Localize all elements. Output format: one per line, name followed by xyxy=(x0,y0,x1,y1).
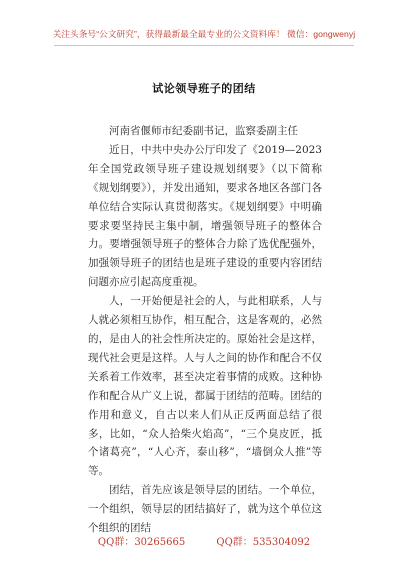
document-body xyxy=(88,122,322,538)
footer-qq-group-1: QQ群：30265665 xyxy=(97,537,186,548)
footer-qq-group-2: QQ群：535304092 xyxy=(216,537,311,548)
body-paragraph-1: 近日，中共中央办公厅印发了《2019—2023年全国党政领导班子建设规划纲要》（以下简称《规划纲要》），并发出通知，要求各地区各部门各单位结合实际认真贯彻落实。《规划纲要》中明确要求要坚持民主集中制，增强领导班子的整体合力。要增强领导班子的整体合力除了选优配强外，加强领导班子的团结也是班子建设的重要内容团结问题亦应引起高度重视。 xyxy=(88,143,322,289)
footer xyxy=(0,533,408,548)
header-divider xyxy=(54,45,354,46)
author-line: 河南省偃师市纪委副书记，监察委副主任 xyxy=(109,125,298,137)
header-promo-note: 关注头条号“公文研究”，获得最新最全最专业的公文资料库！ 微信：gongwenyj xyxy=(52,29,356,39)
document-title: 试论领导班子的团结 xyxy=(152,82,256,95)
body-paragraph-3: 团结，首先应该是领导层的团结。一个单位，一个组织，领导层的团结搞好了，就为这个单位这个组织的团结 xyxy=(88,484,322,535)
body-paragraph-2: 人，一开始便是社会的人，与此相联系，人与人就必须相互协作，相互配合，这是客观的，必然的，是由人的社会性所决定的。原始社会是这样，现代社会更是这样。人与人之间的协作和配合不仅关系着工作效率，甚至决定着事情的成败。这种协作和配合从广义上说，都属于团结的范畴。团结的作用和意义，自古以来人们从正反两面总结了很多，比如，“众人拾柴火焰高”，“三个臭皮匠，抵个诸葛亮”，“人心齐，泰山移”，“墙倒众人推”等等。 xyxy=(88,295,322,478)
